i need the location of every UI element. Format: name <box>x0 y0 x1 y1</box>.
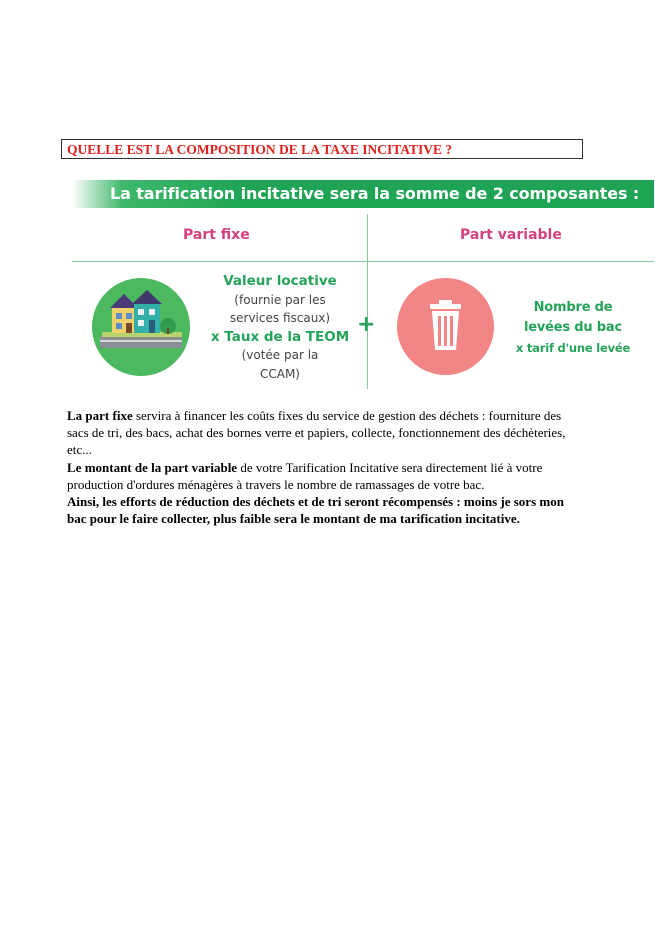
paragraph-fixed-part-rest: servira à financer les coûts fixes du service de gestion des déchets : fourniture des sacs de tri, des bacs, achat des bornes verre et papiers, collecte, fonctionnement des déchèteries, etc... <box>67 408 566 458</box>
section-heading: QUELLE EST LA COMPOSITION DE LA TAXE INCITATIVE ? <box>67 142 453 157</box>
plus-sign: + <box>357 312 376 337</box>
paragraph-variable-part-bold: Le montant de la part variable <box>67 459 238 475</box>
paragraph-variable-part <box>67 459 577 493</box>
infographic-banner <box>72 180 654 208</box>
paragraph-fixed-part <box>67 407 577 459</box>
fixed-part-description <box>206 272 354 384</box>
variable-line1: Nombre de <box>533 300 613 315</box>
variable-part-title: Part variable <box>460 227 562 243</box>
fixed-line6: CCAM) <box>259 366 300 381</box>
fixed-line2: (fournie par les <box>234 292 326 307</box>
paragraph-conclusion-bold: Ainsi, les efforts de réduction des déchets et de tri seront récompensés : moins je sors mon bac pour le faire collecter, plus faible sera le montant de ma tarification incitative. <box>67 494 564 527</box>
fixed-line3: services fiscaux) <box>229 311 331 326</box>
header-divider <box>72 261 654 262</box>
explanation-text <box>67 407 577 527</box>
variable-line2: levées du bac <box>524 320 622 335</box>
variable-part-description <box>502 298 644 358</box>
banner-text: La tarification incitative sera la somme de 2 composantes : <box>110 184 640 203</box>
paragraph-variable-part-rest: de votre Tarification Incitative sera directement lié à votre production d'ordures ménagères à travers le nombre de ramassages de votre bac. <box>67 459 543 492</box>
fixed-line1: Valeur locative <box>223 273 337 289</box>
section-heading-box <box>61 139 583 159</box>
paragraph-conclusion <box>67 493 577 527</box>
infographic <box>72 180 654 392</box>
fixed-line4: x Taux de la TEOM <box>210 328 350 345</box>
variable-line3: x tarif d'une levée <box>515 341 631 355</box>
paragraph-fixed-part-bold: La part fixe <box>67 408 133 423</box>
fixed-line5: (votée par la <box>241 348 319 363</box>
fixed-part-title: Part fixe <box>183 227 250 243</box>
column-divider <box>367 214 368 389</box>
trash-bin-icon <box>397 278 494 375</box>
houses-icon <box>92 278 190 376</box>
